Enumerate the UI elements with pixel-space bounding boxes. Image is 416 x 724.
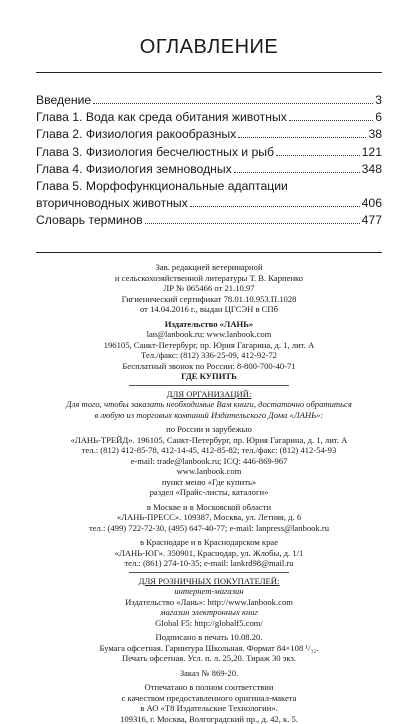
press-line: «ЛАНЬ-ПРЕСС». 109387, Москва, ул. Летняя, д. 6 — [36, 512, 382, 523]
region-heading: по России и зарубежью — [36, 424, 382, 435]
printer-line: в АО «Т8 Издательские Технологии». — [36, 703, 382, 714]
shop-label: магазин электронных книг — [36, 607, 382, 618]
region-heading: в Краснодаре и в Краснодарском крае — [36, 537, 382, 548]
print-details: Печать офсетная. Усл. п. л. 25,20. Тираж 30 экз. — [36, 653, 382, 664]
certificate-line: от 14.04.2016 г., выдан ЦГСЭН в СПб — [36, 304, 382, 315]
toc-entry[interactable] — [36, 126, 382, 143]
shop-label: интернет-магазин — [36, 586, 382, 597]
certificate-line: Гигиенический сертификат 78.01.10.953.П.1028 — [36, 294, 382, 305]
print-details: Подписано в печать 10.08.20. — [36, 632, 382, 643]
title-rule — [36, 72, 382, 73]
publisher-address: 196105, Санкт-Петербург, пр. Юрия Гагарина, д. 1, лит. А — [36, 340, 382, 351]
toc-entry-title: Глава 2. Физиология ракообразных — [36, 126, 236, 143]
for-orgs-heading: ДЛЯ ОРГАНИЗАЦИЙ: — [36, 389, 382, 400]
table-of-contents — [36, 92, 382, 230]
toc-title: ОГЛАВЛЕНИЕ — [36, 36, 382, 59]
orgs-text: Для того, чтобы заказать необходимые Вам книги, достаточно обратиться — [36, 399, 382, 410]
toc-entry-page: 477 — [362, 212, 382, 229]
order-number: Заказ № 869-20. — [36, 668, 382, 679]
toc-entry-page: 3 — [375, 92, 382, 109]
toc-entry-page: 121 — [362, 144, 382, 161]
publisher-phone: Тел./факс: (812) 336-25-09, 412-92-72 — [36, 350, 382, 361]
toc-entry[interactable] — [36, 161, 382, 178]
region-heading: в Москве и в Московской области — [36, 502, 382, 513]
yug-line: «ЛАНЬ-ЮГ». 350901, Краснодар, ул. Жлобы, д. 1/1 — [36, 548, 382, 559]
for-retail-heading: ДЛЯ РОЗНИЧНЫХ ПОКУПАТЕЛЕЙ: — [36, 576, 382, 587]
publisher-hotline: Бесплатный звонок по России: 8-800-700-40-71 — [36, 361, 382, 372]
trade-line: тел.: (812) 412-85-78, 412-14-45, 412-85-82; тел./факс: (812) 412-54-93 — [36, 445, 382, 456]
printer-line: с качеством предоставленного оригинал-макета — [36, 693, 382, 704]
where-buy-heading: ГДЕ КУПИТЬ — [36, 371, 382, 382]
imprint-line: и сельскохозяйственной литературы Т. В. Карпенко — [36, 273, 382, 284]
toc-entry-title: Глава 4. Физиология земноводных — [36, 161, 232, 178]
shop-link[interactable]: Global F5: http://globalf5.com/ — [36, 618, 382, 629]
toc-entry-page: 6 — [375, 109, 382, 126]
trade-line: «ЛАНЬ-ТРЕЙД». 196105, Санкт-Петербург, пр. Юрия Гагарина, д. 1, лит. А — [36, 435, 382, 446]
printer-line: Отпечатано в полном соответствии — [36, 682, 382, 693]
yug-line: тел.: (861) 274-10-35; e-mail: lankrd98@mail.ru — [36, 558, 382, 569]
orgs-text: в любую из торговых компаний Издательского Дома «ЛАНЬ»: — [36, 410, 382, 421]
toc-entry[interactable] — [36, 109, 382, 126]
toc-entry-title: Глава 1. Вода как среда обитания животных — [36, 109, 287, 126]
toc-entry[interactable] — [36, 178, 382, 212]
toc-entry[interactable] — [36, 92, 382, 109]
website-link[interactable]: www.lanbook.com — [36, 466, 382, 477]
toc-entry-title: Введение — [36, 92, 91, 109]
press-line: тел.: (499) 722-72-30, (495) 647-40-77; e-mail: lanpress@lanbook.ru — [36, 523, 382, 534]
toc-entry-title-cont: вторичноводных животных — [36, 195, 188, 212]
license-line: ЛР № 065466 от 21.10.97 — [36, 283, 382, 294]
toc-entry-title: Словарь терминов — [36, 212, 143, 229]
trade-line: раздел «Прайс-листы, каталоги» — [36, 487, 382, 498]
toc-entry-page: 348 — [362, 161, 382, 178]
imprint-rule — [36, 252, 382, 253]
print-details: Бумага офсетная. Гарнитура Школьная. Формат 84×108 ¹/₃₂. — [36, 643, 382, 654]
imprint — [36, 262, 382, 724]
toc-entry-page: 406 — [362, 195, 382, 212]
toc-entry-title: Глава 3. Физиология бесчелюстных и рыб — [36, 144, 274, 161]
toc-entry[interactable] — [36, 144, 382, 161]
shop-link[interactable]: Издательство «Лань»: http://www.lanbook.com — [36, 597, 382, 608]
toc-entry[interactable] — [36, 212, 382, 229]
trade-line: пункт меню «Где купить» — [36, 477, 382, 488]
printer-line: 109316, г. Москва, Волгоградский пр., д. 42, к. 5. — [36, 714, 382, 724]
publisher-name: Издательство «ЛАНЬ» — [36, 319, 382, 330]
toc-entry-page: 38 — [368, 126, 382, 143]
toc-entry-title: Глава 5. Морфофункциональные адаптации — [36, 178, 288, 195]
publisher-email[interactable]: lan@lanbook.ru; www.lanbook.com — [36, 329, 382, 340]
imprint-line: Зав. редакцией ветеринарной — [36, 262, 382, 273]
trade-line: e-mail: trade@lanbook.ru; ICQ: 446-869-967 — [36, 456, 382, 467]
